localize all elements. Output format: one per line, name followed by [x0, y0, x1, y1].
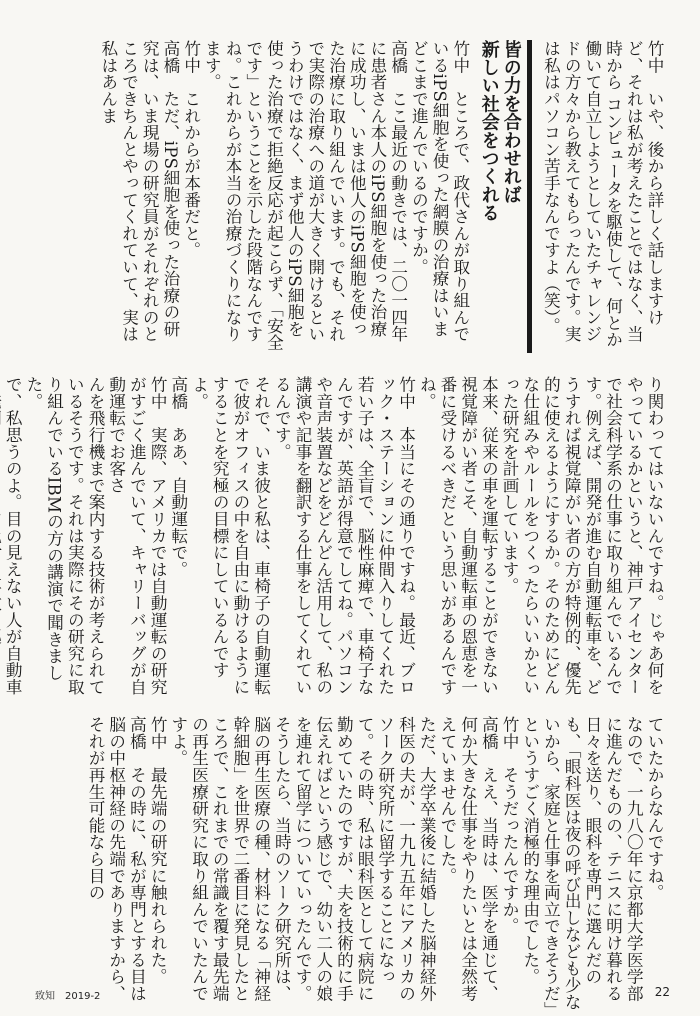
paragraph: 高橋 ええ、当時は、医学を通じて、何か大きな仕事をやりたいとは全然考えていませんでした。	[437, 716, 499, 1002]
text-tier-bottom	[42, 716, 664, 1014]
paragraph: で、私思うのよ。目の見えない人が自動車	[3, 376, 23, 696]
paragraph: 竹中 最先端の研究に触れられた。	[148, 716, 168, 985]
text-tier-middle	[3, 376, 664, 696]
paragraph: 高橋 ただ、iPS細胞を使った治療の研究は、いま現場の研究員がそれぞれのところできちんとやってくれていて、実は私はあんま	[98, 40, 180, 343]
paragraph: なので、一九八〇年に京都大学医学部に進んだものの、テニスに明け暮れる日々を送り、眼科を専門に選んだのも、「眼科医は夜の呼び出しなども少ないから、家庭と仕事を両立できそうだ」というすごく消極的な理由でした。	[520, 716, 644, 1011]
paragraph: ていたからなんですね。	[645, 716, 664, 901]
paragraph: り関わってはいないんですね。じゃあ何をやっているかというと、神戸アイセンターで社会科学系の仕事に取り組んでいるんです。例えば、開発が進む自動運転車を、どうすれば視覚障がい者の方が特例的、優先的に使えるようにするか。そのためにどんな仕組みやルールをつくったらいいかといった研究を計画しています。	[500, 376, 664, 696]
paragraph: 竹中 いや、後から詳しく話しますけど、それは私が考えたことではなく、当時から コンピュータを駆使して、何とか働いて自立しようとしていたチャレンジドの方々から教えてもらったんです。実は私はパソコン苦手なんですよ（笑）。	[541, 40, 664, 348]
paragraph: 本来、従来の車を運転することができない視覚障がい者こそ、自動運転車の恩恵を一番に受けるべきだという思いがあるんですね。	[417, 376, 499, 696]
paragraph: 高橋 ここ最近の動きでは、二〇一四年に患者さん本人のiPS細胞を使った治療に成功し、いまは他人のiPS細胞を使った治療に取り組んでいます。でも、それで実際の治療への道が大きく開けるというわけではなく、まず他人のiPS細胞を使った治療で拒絶反応が起こらず、「安全です」ということを示した段階なんですね。これからが本当の治療づくりになります。	[202, 40, 408, 351]
paragraph: それで、いま彼と私は、車椅子の自動運転で彼がオフィスの中を自由に動けるようにすることを究極の目標にしているんですよ。	[189, 376, 271, 696]
paragraph: ただ、大学卒業後に結婚した脳神経外科医の夫が、一九九五年にアメリカのソーク研究所に留学することになって。その時、私は眼科医として病院に勤めていたのですが、夫を技術的に手伝えればという感じで、幼い二人の娘を連れて留学についていったんです。	[293, 716, 437, 1002]
paragraph: 高橋 その時に、私が専門とする目は脳の中枢神経の先端でありますから、それが再生可能なら目の	[86, 716, 147, 1002]
paragraph: 竹中 実際、アメリカでは自動運転の研究がすごく進んでいて、キャリーバッグが自動運転でお客さ	[106, 376, 168, 696]
text-tier-top	[42, 40, 664, 353]
paragraph: そうしたら、当時のソーク研究所は、脳の再生医療の種、材料になる「神経幹細胞」を世界で二番目に発見したところで、これまでの常識を覆す最先端の再生医療研究に取り組んでいたんですよ。	[168, 716, 292, 1002]
paragraph: 竹中 これからが本番だと。	[181, 40, 201, 259]
paragraph: んを飛行機まで案内する技術が考えられているそうです。それは実際にその研究に取り組んでいるIBMの方の講演で聞きました。	[23, 376, 106, 696]
magazine-issue: 致知 2019-2	[35, 991, 101, 1002]
paragraph: 竹中 本当にその通りですね。最近、ブロック・ステーションに仲間入りしてくれた若い子は、全盲で、脳性麻痺で、車椅子なんですが、英語が得意でしてね。パソコンや音声装置などをどんどん活用して、私の講演や記事を翻訳する仕事をしてくれているんです。	[272, 376, 416, 696]
paragraph: 高橋 ああ、自動運転で。	[168, 376, 188, 578]
section-heading-1-line2: 新しい社会をつくれる	[478, 40, 500, 222]
section-heading-1-line1: 皆の力を合わせれば	[500, 40, 522, 204]
section-heading-1	[478, 40, 532, 353]
page-number: 22	[654, 985, 670, 999]
paragraph: 竹中 そうだったんですか。	[500, 716, 520, 935]
paragraph: 竹中 ところで、政代さんが取り組んでいるiPS細胞を使った網膜の治療はいまどこまで進んでいるのですか。	[409, 40, 470, 343]
page-footer	[0, 985, 700, 1005]
